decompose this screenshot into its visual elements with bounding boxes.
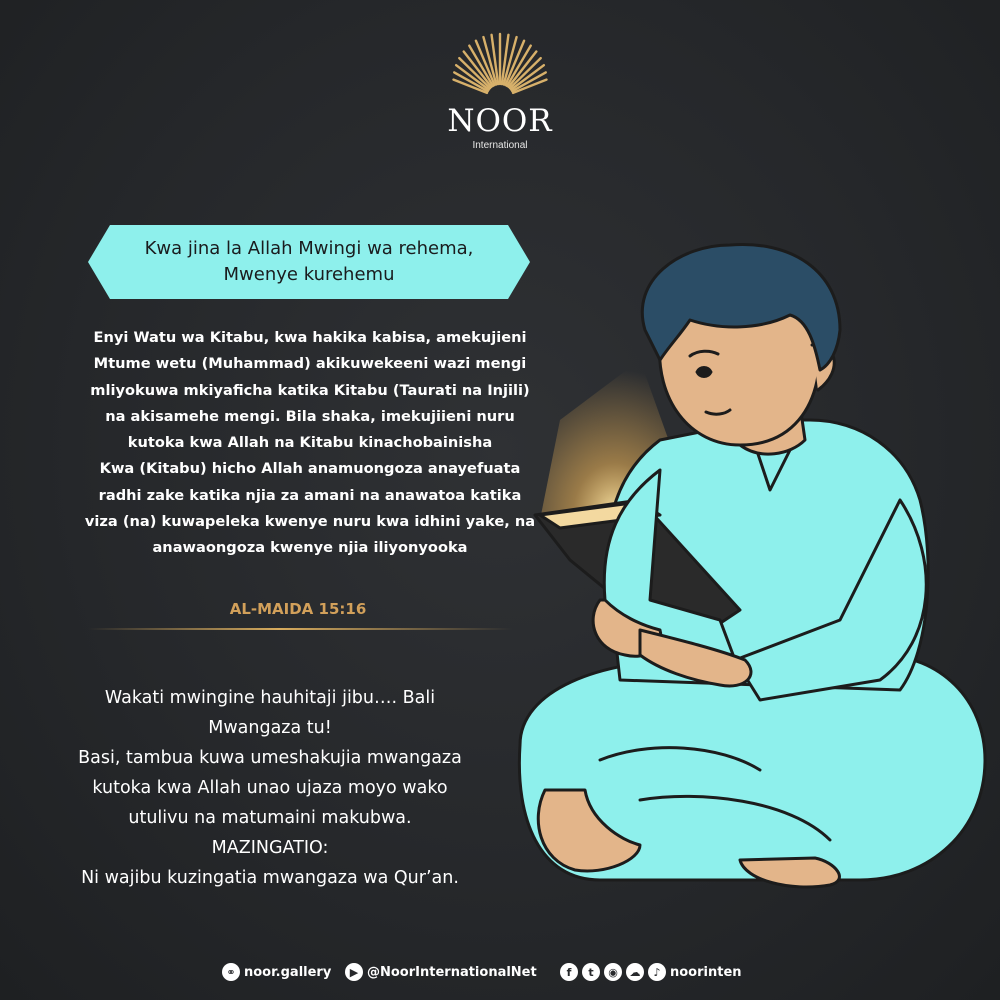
banner-line-2: Mwenye kurehemu — [223, 264, 395, 285]
youtube-link[interactable] — [345, 958, 537, 986]
verse-line: Enyi Watu wa Kitabu, kwa hakika kabisa, amekujieni — [93, 329, 527, 346]
foot-right — [740, 858, 839, 887]
verse-line: kutoka kwa Allah na Kitabu kinachobainisha — [127, 434, 493, 452]
message-line: Ni wajibu kuzingatia mwangaza wa Qur’an. — [81, 868, 459, 888]
globe-icon: ⚭ — [222, 963, 240, 981]
message-line: Mwangaza tu! — [208, 718, 332, 738]
soundcloud-icon[interactable]: ☁ — [626, 963, 644, 981]
message-line: MAZINGATIO: — [211, 838, 329, 858]
verse-line: Mtume wetu (Muhammad) akikuwekeeni wazi mengi — [93, 355, 527, 373]
verse-line: na akisamehe mengi. Bila shaka, imekujiieni nuru — [105, 407, 515, 425]
verse-line: radhi zake katika njia za amani na anawatoa katika — [98, 486, 522, 504]
verse-line: viza (na) kuwapeleka kwenye nuru kwa idhini yake, na — [84, 513, 536, 531]
social-links[interactable] — [560, 958, 742, 986]
instagram-icon[interactable]: ◉ — [604, 963, 622, 981]
message-line: Wakati mwingine hauhitaji jibu…. Bali — [104, 688, 436, 708]
youtube-text: @NoorInternationalNet — [367, 964, 537, 980]
twitter-icon[interactable]: t — [582, 963, 600, 981]
verse-line: mliyokuwa mkiyaficha katika Kitabu (Taurati na Injili) — [90, 381, 530, 399]
verse-line: anawaongoza kwenye njia iliyonyooka — [152, 539, 468, 557]
banner-line-1: Kwa jina la Allah Mwingi wa rehema, — [144, 238, 474, 259]
message-line: kutoka kwa Allah unao ujaza moyo wako — [92, 778, 448, 798]
social-handle: noorinten — [670, 964, 742, 980]
message-line: utulivu na matumaini makubwa. — [128, 808, 412, 828]
verse-reference: AL-MAIDA 15:16 — [229, 600, 367, 618]
brand-name: NOOR — [447, 103, 553, 139]
tiktok-icon[interactable]: ♪ — [648, 963, 666, 981]
youtube-icon: ▶ — [345, 963, 363, 981]
footer — [0, 958, 1000, 986]
facebook-icon[interactable]: f — [560, 963, 578, 981]
website-link[interactable] — [222, 958, 331, 986]
message-line: Basi, tambua kuwa umeshakujia mwangaza — [78, 748, 462, 768]
verse-line: Kwa (Kitabu) hicho Allah anamuongoza anayefuata — [99, 460, 521, 478]
brand-subtitle: International — [472, 140, 528, 151]
website-text: noor.gallery — [244, 964, 332, 980]
